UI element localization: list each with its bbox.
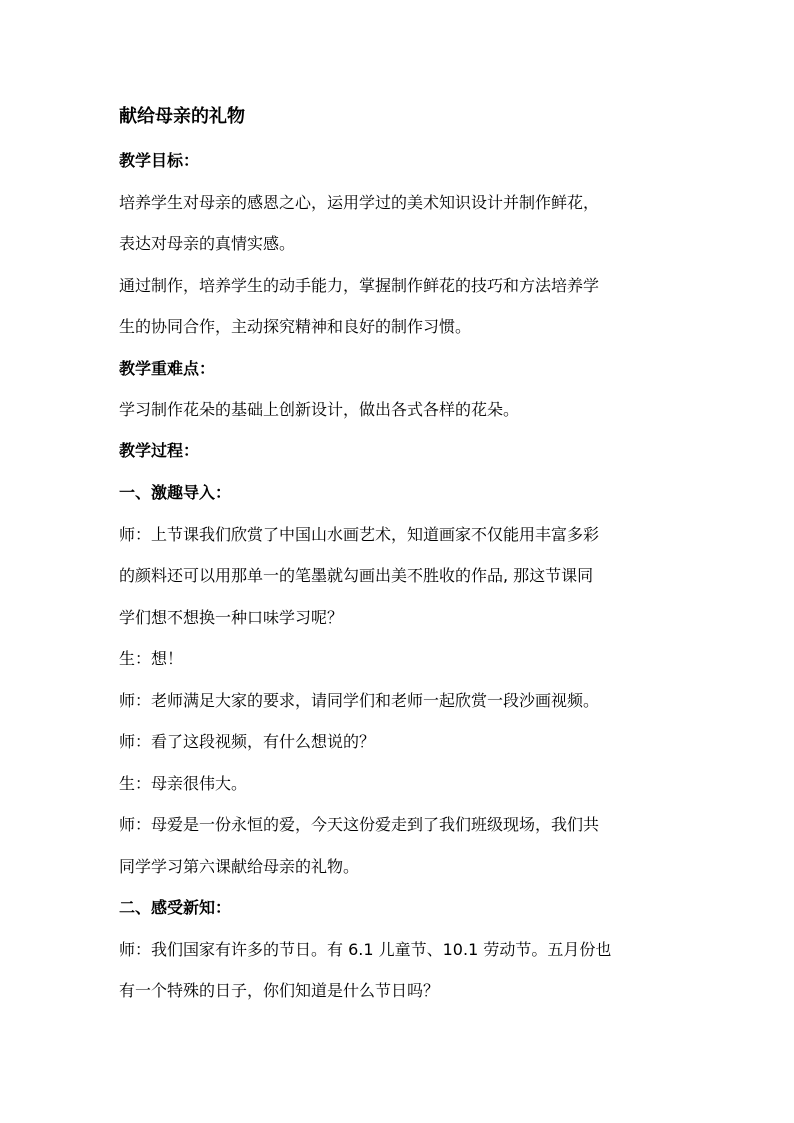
paragraph-line: 师：上节课我们欣赏了中国山水画艺术，知道画家不仅能用丰富多彩: [119, 525, 600, 544]
paragraph-line: 生：母亲很伟大。: [119, 774, 248, 793]
paragraph-line: 有一个特殊的日子，你们知道是什么节日吗？: [119, 981, 440, 1000]
paragraph-line: 学习制作花朵的基础上创新设计，做出各式各样的花朵。: [119, 400, 520, 419]
heading-section-2: 二、感受新知：: [119, 898, 232, 917]
heading-keypoints: 教学重难点：: [119, 359, 216, 378]
paragraph-line: 师：老师满足大家的要求，请同学们和老师一起欣赏一段沙画视频。: [119, 691, 600, 710]
paragraph-line: 表达对母亲的真情实感。: [119, 234, 296, 253]
paragraph-line: 生：想！: [119, 649, 184, 668]
paragraph-line: 培养学生对母亲的感恩之心，运用学过的美术知识设计并制作鲜花，: [119, 193, 600, 212]
paragraph-line: 通过制作，培养学生的动手能力，掌握制作鲜花的技巧和方法培养学: [119, 276, 600, 295]
paragraph-line: 同学学习第六课献给母亲的礼物。: [119, 857, 360, 876]
heading-section-1: 一、激趣导入：: [119, 483, 232, 502]
heading-objectives: 教学目标：: [119, 151, 200, 170]
paragraph-line: 生的协同合作，主动探究精神和良好的制作习惯。: [119, 317, 472, 336]
paragraph-line: 师：看了这段视频，有什么想说的？: [119, 732, 376, 751]
paragraph-line: 的颜料还可以用那单一的笔墨就勾画出美不胜收的作品, 那这节课同: [119, 566, 594, 585]
heading-process: 教学过程：: [119, 441, 200, 460]
paragraph-line: 学们想不想换一种口味学习呢？: [119, 608, 344, 627]
paragraph-line: 师：我们国家有许多的节日。有 6.1 儿童节、10.1 劳动节。五月份也: [119, 940, 612, 959]
paragraph-line: 师：母爱是一份永恒的爱，今天这份爱走到了我们班级现场，我们共: [119, 815, 600, 834]
document-title: 献给母亲的礼物: [119, 106, 245, 127]
